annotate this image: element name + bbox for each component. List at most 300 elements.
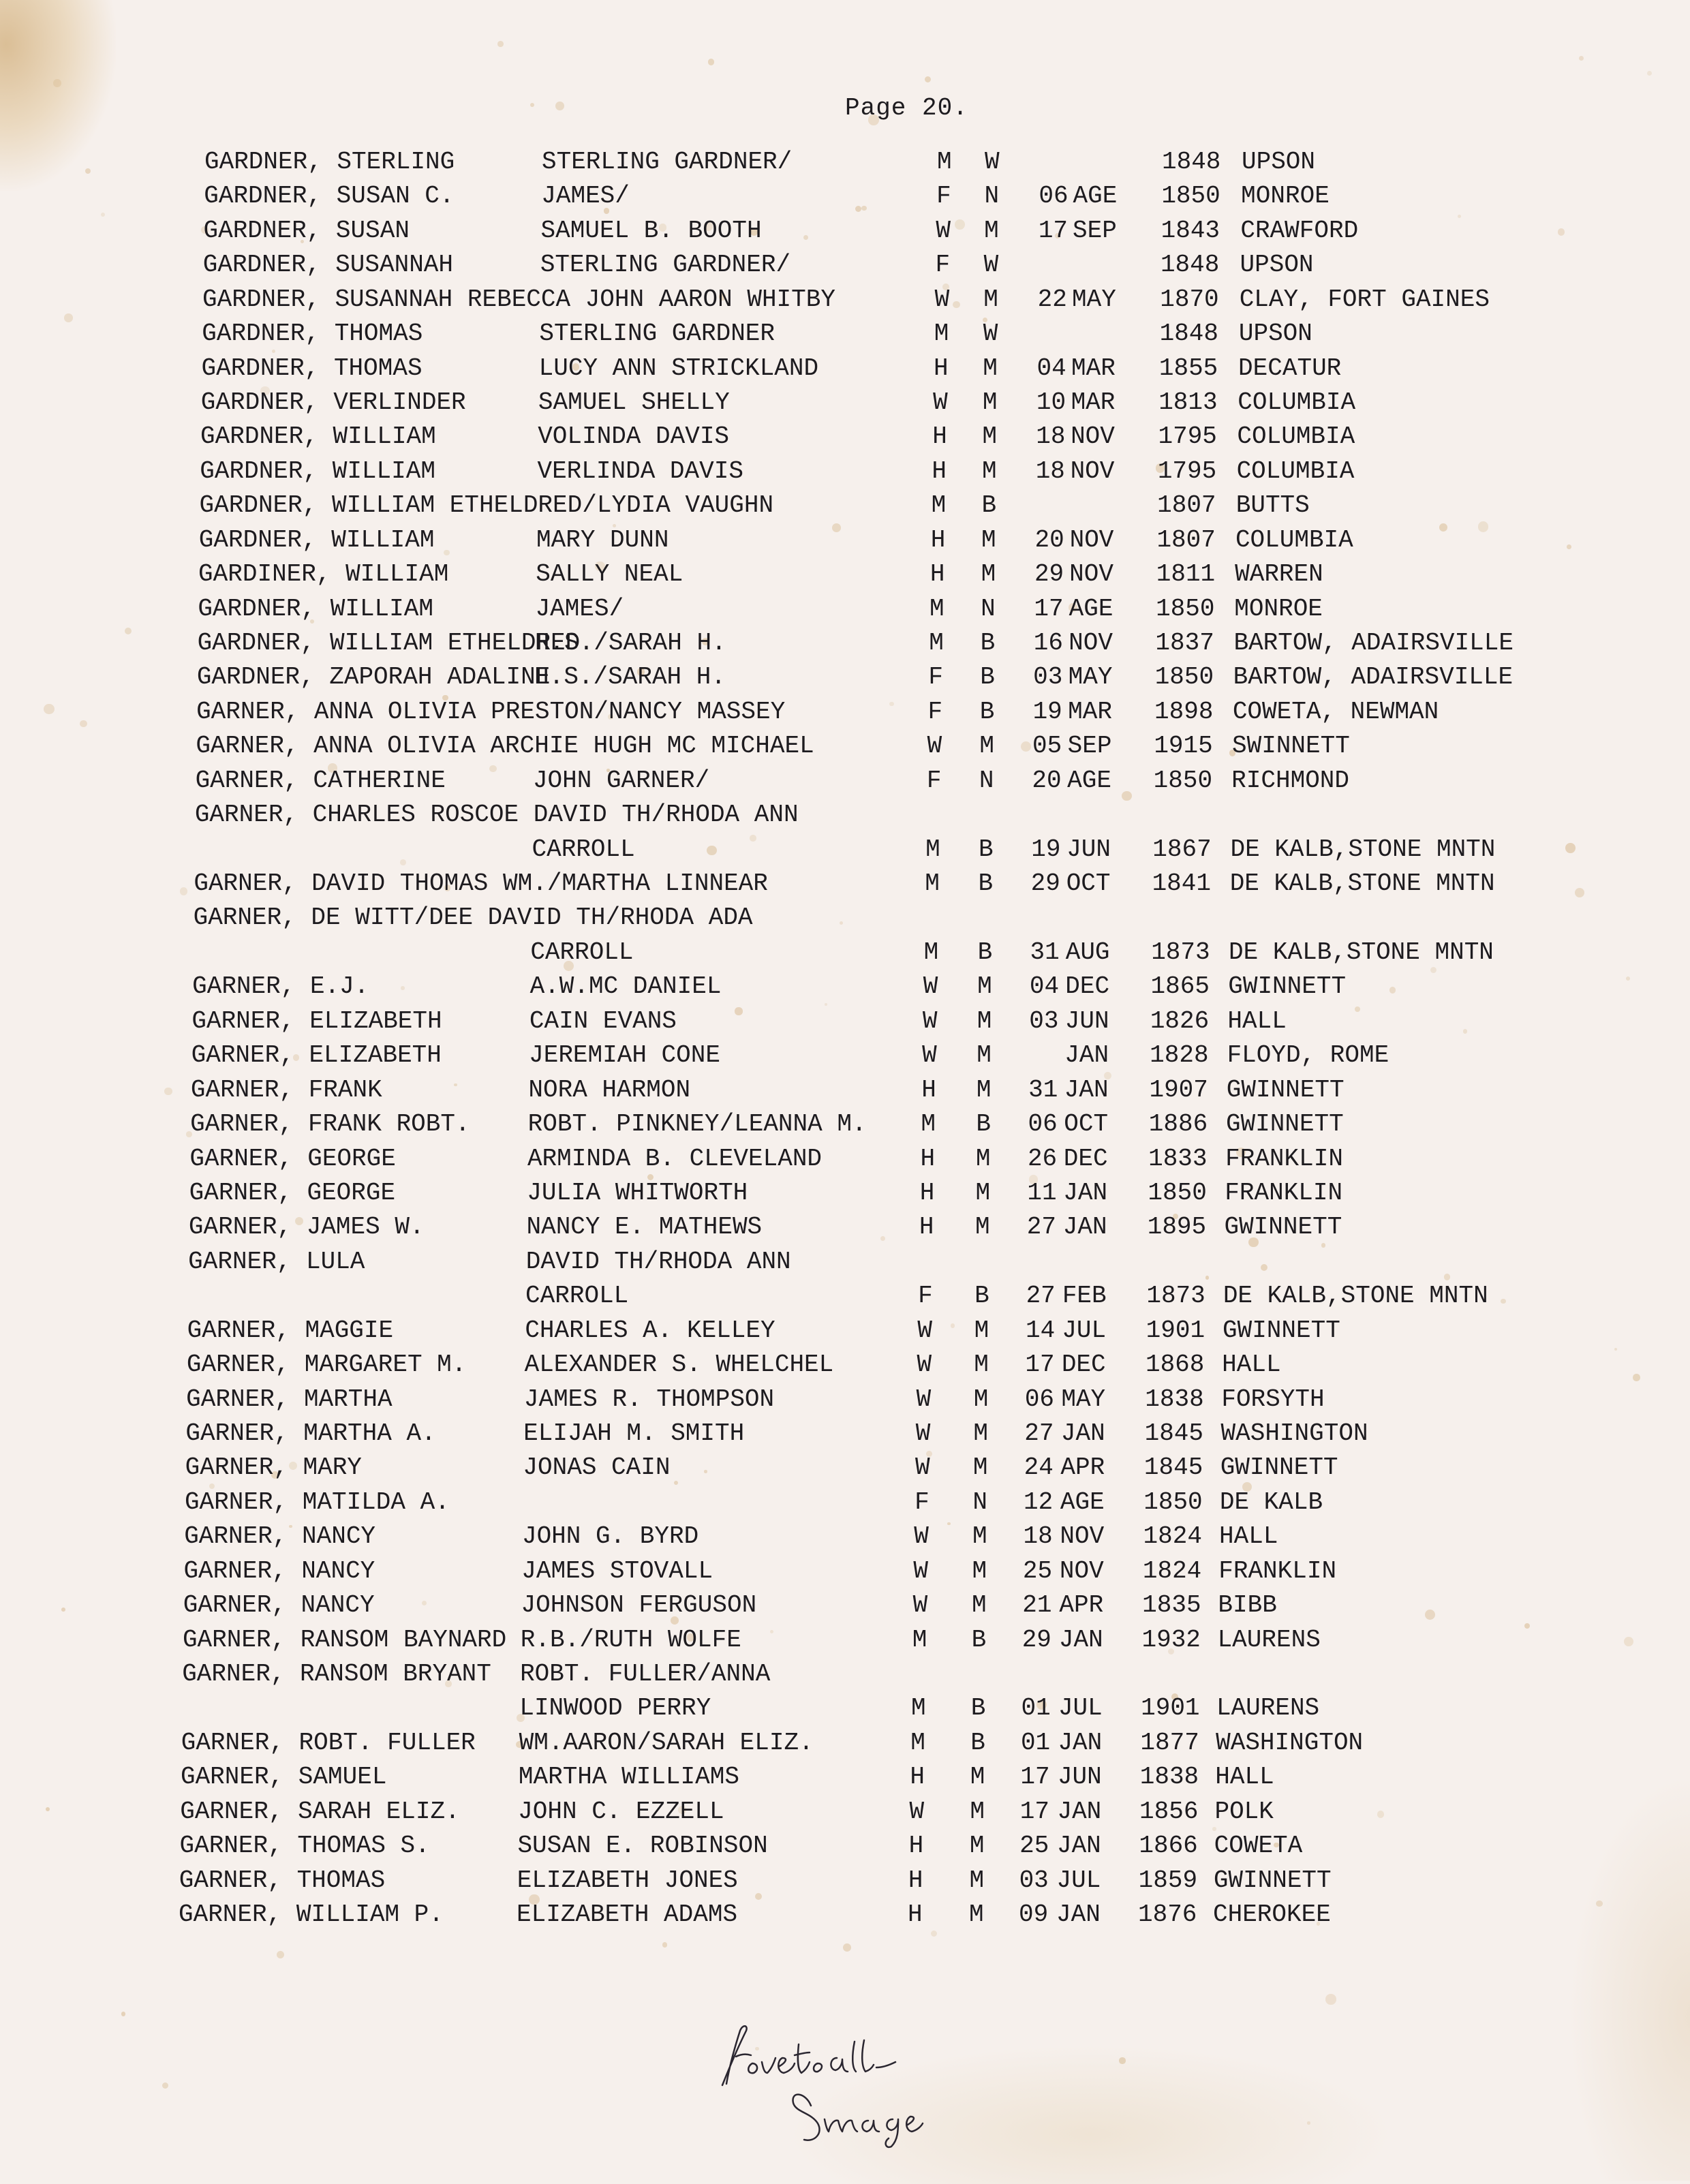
- entry-spouse-or-parents: A.W.MC DANIEL: [529, 972, 722, 1001]
- record-row: [0, 1486, 1690, 1520]
- entry-day: 09: [1019, 1901, 1049, 1928]
- entry-name: GARNER, MARTHA A.: [185, 1419, 436, 1447]
- entry-relation-code: H: [919, 1178, 935, 1207]
- entry-place: GWINNETT: [1226, 1075, 1345, 1104]
- entry-relation-code: M: [931, 491, 947, 520]
- entry-relation-code: M: [937, 148, 952, 176]
- entry-record-type: W: [983, 320, 998, 348]
- entry-year: 1907: [1149, 1075, 1208, 1104]
- entry-relation-code: M: [923, 938, 939, 966]
- entry-place: DE KALB: [1219, 1488, 1323, 1516]
- entry-day: 22: [1037, 285, 1067, 313]
- entry-name: GARNER, FRANK: [190, 1075, 382, 1104]
- entry-month: JAN: [1063, 1178, 1108, 1207]
- entry-month: DEC: [1065, 972, 1110, 1001]
- entry-record-type: B: [980, 629, 996, 658]
- entry-place: FLOYD, ROME: [1227, 1041, 1389, 1070]
- record-row: [0, 1073, 1690, 1107]
- entry-place: MONROE: [1241, 182, 1330, 211]
- entry-record-type: M: [984, 216, 999, 245]
- entry-year: 1850: [1161, 182, 1220, 211]
- entry-day: 19: [1032, 697, 1062, 726]
- entry-spouse-or-parents: JAMES STOVALL: [521, 1556, 713, 1585]
- entry-spouse-or-parents: JAMES/: [541, 182, 630, 211]
- entry-name: GARNER, GEORGE: [189, 1144, 396, 1173]
- entry-name: GARNER, NANCY: [184, 1522, 376, 1551]
- entry-month: AGE: [1060, 1488, 1105, 1516]
- entry-place: CHEROKEE: [1213, 1901, 1331, 1928]
- entry-year: 1850: [1156, 594, 1215, 623]
- entry-spouse-or-parents: STERLING GARDNER/: [540, 251, 791, 279]
- foxing-spot: [1307, 2121, 1310, 2125]
- entry-spouse-or-parents: JEREMIAH CONE: [529, 1041, 720, 1070]
- entry-record-type: N: [972, 1488, 988, 1516]
- entry-month: JAN: [1060, 1419, 1105, 1447]
- entry-month: JAN: [1064, 1075, 1109, 1104]
- entry-record-type: B: [980, 663, 995, 692]
- entry-record-type: M: [972, 1454, 988, 1482]
- entry-day: 17: [1020, 1763, 1050, 1791]
- entry-year: 1828: [1150, 1041, 1209, 1070]
- entry-relation-code: W: [912, 1591, 928, 1620]
- entry-record-type: B: [979, 697, 995, 726]
- entry-day: 20: [1032, 766, 1062, 795]
- entry-name: GARNER, ROBT. FULLER: [181, 1728, 476, 1757]
- entry-year: 1848: [1159, 320, 1218, 348]
- entry-place: LAURENS: [1216, 1694, 1320, 1723]
- entry-record-type: N: [981, 594, 996, 623]
- entry-month: MAR: [1068, 697, 1112, 726]
- entry-place: SWINNETT: [1232, 732, 1350, 760]
- record-row: [0, 970, 1690, 1004]
- entry-spouse-or-parents: H.S./SARAH H.: [534, 629, 726, 658]
- entry-record-type: N: [979, 766, 994, 795]
- entry-name: GARDNER, VERLINDER: [200, 388, 466, 417]
- entry-year: 1795: [1158, 422, 1217, 451]
- entry-spouse-or-parents: SAMUEL SHELLY: [538, 388, 730, 417]
- entry-place: GWINNETT: [1213, 1866, 1332, 1894]
- entry-day: 04: [1036, 354, 1066, 382]
- entry-day: 14: [1026, 1316, 1056, 1344]
- page-number: Page 20.: [845, 94, 968, 122]
- entry-month: JAN: [1056, 1832, 1101, 1860]
- entry-month: DEC: [1063, 1144, 1108, 1173]
- entry-relation-code: W: [922, 1006, 938, 1035]
- entry-place: CRAWFORD: [1240, 216, 1359, 245]
- entry-name: GARDNER, THOMAS: [201, 354, 422, 382]
- entry-spouse-or-parents: JAMES R. THOMPSON: [523, 1385, 775, 1413]
- entry-record-type: M: [981, 525, 996, 554]
- entry-spouse-or-parents: CAIN EVANS: [529, 1006, 677, 1035]
- entry-day: 25: [1019, 1832, 1049, 1860]
- entry-relation-code: W: [927, 732, 942, 760]
- entry-year: 1835: [1142, 1591, 1201, 1620]
- entry-year: 1850: [1154, 663, 1214, 692]
- entry-month: OCT: [1064, 1110, 1109, 1139]
- entry-relation-code: M: [912, 1625, 927, 1654]
- record-row: [0, 1829, 1690, 1863]
- entry-spouse-or-parents: ROBT. PINKNEY/LEANNA M.: [527, 1110, 867, 1139]
- entry-month: JAN: [1058, 1728, 1103, 1757]
- entry-year: 1826: [1150, 1006, 1210, 1035]
- entry-place: WASHINGTON: [1216, 1728, 1364, 1757]
- entry-year: 1848: [1162, 148, 1221, 176]
- entry-day: 17: [1019, 1797, 1049, 1826]
- record-row: [0, 1898, 1690, 1932]
- entry-year: 1873: [1151, 938, 1210, 966]
- entry-spouse-or-parents: STERLING GARDNER/: [542, 148, 793, 176]
- entry-name: GARNER, GEORGE: [189, 1178, 396, 1207]
- entry-record-type: W: [983, 251, 999, 279]
- entry-record-type: M: [969, 1901, 984, 1928]
- entry-year: 1843: [1161, 216, 1220, 245]
- record-row: [0, 1176, 1690, 1210]
- entry-day: 06: [1024, 1385, 1055, 1413]
- entry-day: 20: [1034, 525, 1064, 554]
- entry-relation-code: F: [928, 663, 943, 692]
- record-row: [0, 1795, 1690, 1829]
- entry-spouse-or-parents: ALEXANDER S. WHELCHEL: [524, 1351, 834, 1379]
- entry-spouse-or-parents: CARROLL: [525, 1282, 629, 1310]
- entry-year: 1813: [1158, 388, 1218, 417]
- entry-spouse-or-parents: CARROLL: [532, 835, 635, 863]
- entry-record-type: M: [979, 732, 994, 760]
- entry-name: GARDNER, WILLIAM ETHELDRED: [197, 629, 581, 658]
- entry-day: 03: [1033, 663, 1063, 692]
- record-row: [0, 489, 1690, 523]
- record-row: [0, 557, 1690, 591]
- entry-name: GARNER, FRANK ROBT.: [190, 1110, 470, 1139]
- entry-spouse-or-parents: SALLY NEAL: [536, 560, 683, 589]
- entry-record-type: B: [970, 1728, 985, 1757]
- entry-record-type: M: [973, 1385, 989, 1413]
- entry-day: 27: [1026, 1213, 1056, 1242]
- entry-name: GARNER, THOMAS: [179, 1866, 386, 1894]
- entry-name: GARNER, CATHERINE: [195, 766, 446, 795]
- entry-relation-code: H: [919, 1213, 934, 1242]
- entry-year: 1856: [1139, 1797, 1199, 1826]
- entry-name: GARNER, RANSOM BRYANT: [182, 1659, 491, 1688]
- entry-spouse-or-parents: STERLING GARDNER: [539, 320, 775, 348]
- entry-name: GARDNER, SUSANNAH: [202, 251, 454, 279]
- entry-place: HALL: [1222, 1351, 1281, 1379]
- entry-relation-code: M: [925, 835, 940, 863]
- entry-relation-code: W: [934, 285, 950, 313]
- record-row: [0, 1657, 1690, 1691]
- entry-relation-code: M: [929, 594, 944, 623]
- entry-relation-code: W: [915, 1454, 930, 1482]
- record-row: [0, 248, 1690, 282]
- entry-name: GARNER, MARGARET M.: [186, 1351, 467, 1379]
- entry-day: 18: [1023, 1522, 1053, 1551]
- entry-day: 03: [1019, 1866, 1049, 1894]
- entry-spouse-or-parents: JOHN GARNER/: [532, 766, 710, 795]
- record-row: [0, 1554, 1690, 1588]
- entry-record-type: M: [975, 1213, 990, 1242]
- record-row: [0, 901, 1690, 935]
- entry-year: 1877: [1140, 1728, 1199, 1757]
- entry-place: CLAY, FORT GAINES: [1239, 285, 1490, 313]
- entry-relation-code: W: [917, 1316, 932, 1344]
- entry-day: 12: [1024, 1488, 1054, 1516]
- record-row: [0, 1588, 1690, 1622]
- entry-name: GARNER, E.J.: [192, 972, 369, 1001]
- entry-month: APR: [1060, 1454, 1105, 1482]
- entry-month: AGE: [1069, 594, 1113, 623]
- entry-record-type: B: [971, 1625, 987, 1654]
- entry-spouse-or-parents: CHARLES A. KELLEY: [525, 1316, 775, 1344]
- entry-year: 1873: [1146, 1282, 1205, 1310]
- record-row: [0, 695, 1690, 729]
- record-row: [0, 455, 1690, 489]
- entry-spouse-or-parents: ELIZABETH JONES: [517, 1866, 738, 1894]
- record-row: [0, 1348, 1690, 1382]
- entry-place: GWINNETT: [1223, 1316, 1340, 1344]
- entry-spouse-or-parents: VERLINDA DAVIS: [537, 457, 743, 485]
- entry-month: NOV: [1060, 1522, 1105, 1551]
- entry-relation-code: F: [936, 182, 951, 211]
- entry-name: GARNER, WILLIAM P.: [179, 1901, 444, 1928]
- entry-day: 25: [1022, 1556, 1053, 1585]
- entry-spouse-or-parents: JOHN G. BYRD: [521, 1522, 699, 1551]
- record-row: [0, 1279, 1690, 1313]
- entry-month: NOV: [1059, 1556, 1104, 1585]
- entry-place: COWETA: [1214, 1832, 1303, 1860]
- record-row: [0, 1039, 1690, 1073]
- entry-day: 29: [1021, 1625, 1051, 1654]
- record-row: [0, 798, 1690, 832]
- entry-record-type: M: [969, 1832, 985, 1860]
- entry-record-type: B: [976, 1110, 991, 1139]
- entry-record-type: M: [983, 354, 998, 382]
- entry-spouse-or-parents: SUSAN E. ROBINSON: [517, 1832, 768, 1860]
- entry-name: GARNER, LULA: [188, 1247, 365, 1276]
- entry-day: 29: [1030, 870, 1060, 898]
- entry-year: 1865: [1150, 972, 1210, 1001]
- entry-name: GARDNER, ZAPORAH ADALINE: [196, 663, 551, 692]
- entry-place: FRANKLIN: [1225, 1144, 1343, 1173]
- entry-relation-code: F: [935, 251, 951, 279]
- entry-month: AGE: [1073, 182, 1118, 211]
- entry-relation-code: W: [917, 1351, 932, 1379]
- entry-relation-code: F: [926, 766, 942, 795]
- entry-name: GARNER, SARAH ELIZ.: [180, 1797, 460, 1826]
- entry-year: 1838: [1139, 1763, 1199, 1791]
- entry-name: GARNER, THOMAS S.: [179, 1832, 430, 1860]
- record-row: [0, 523, 1690, 557]
- entry-spouse-or-parents: VOLINDA DAVIS: [538, 422, 730, 451]
- record-row: [0, 1760, 1690, 1794]
- entry-place: FRANKLIN: [1218, 1556, 1337, 1585]
- entry-place: DECATUR: [1238, 354, 1342, 382]
- entry-place: HALL: [1219, 1522, 1278, 1551]
- entry-record-type: B: [974, 1282, 989, 1310]
- entry-day: 26: [1027, 1144, 1058, 1173]
- entry-place: HALL: [1227, 1006, 1287, 1035]
- entry-month: NOV: [1069, 525, 1114, 554]
- entry-name: GARDNER, WILLIAM: [200, 422, 436, 451]
- entry-name: GARNER, ANNA OLIVIA PRESTON/NANCY MASSEY: [196, 697, 786, 726]
- entry-month: MAR: [1071, 388, 1116, 417]
- entry-record-type: M: [977, 972, 992, 1001]
- entry-year: 1915: [1154, 732, 1213, 760]
- entry-record-type: M: [969, 1866, 985, 1894]
- entry-place: FRANKLIN: [1225, 1178, 1343, 1207]
- entry-day: 27: [1026, 1282, 1056, 1310]
- entry-spouse-or-parents: WM.AARON/SARAH ELIZ.: [519, 1728, 814, 1757]
- record-row: [0, 936, 1690, 970]
- foxing-spot: [1119, 2057, 1125, 2063]
- entry-month: DEC: [1061, 1351, 1106, 1379]
- record-row: [0, 420, 1690, 454]
- record-row: [0, 145, 1690, 179]
- entry-place: COLUMBIA: [1238, 388, 1356, 417]
- entry-year: 1795: [1157, 457, 1217, 485]
- entry-record-type: M: [972, 1522, 987, 1551]
- entry-spouse-or-parents: JAMES/: [535, 594, 624, 623]
- record-row: [0, 660, 1690, 694]
- entry-relation-code: H: [930, 525, 946, 554]
- entry-spouse-or-parents: JONAS CAIN: [523, 1454, 671, 1482]
- entry-spouse-or-parents: LINWOOD PERRY: [519, 1694, 711, 1723]
- entry-place: LAURENS: [1217, 1625, 1321, 1654]
- entry-month: NOV: [1070, 457, 1115, 485]
- entry-day: 29: [1034, 560, 1064, 589]
- entry-relation-code: H: [932, 422, 947, 451]
- record-row: [0, 592, 1690, 626]
- entry-relation-code: W: [913, 1556, 929, 1585]
- entry-place: BUTTS: [1235, 491, 1310, 520]
- entry-month: JUN: [1057, 1763, 1102, 1791]
- entry-month: JAN: [1056, 1901, 1101, 1928]
- handwritten-signature: [709, 2003, 995, 2153]
- entry-month: NOV: [1071, 422, 1115, 451]
- entry-spouse-or-parents: JOHN C. EZZELL: [518, 1797, 724, 1826]
- entry-spouse-or-parents: JULIA WHITWORTH: [527, 1178, 748, 1207]
- entry-year: 1841: [1152, 870, 1211, 898]
- entry-relation-code: W: [909, 1797, 925, 1826]
- entry-name: GARNER, MATILDA A.: [184, 1488, 450, 1516]
- entry-record-type: M: [972, 1591, 987, 1620]
- entry-spouse-or-parents: NANCY E. MATHEWS: [526, 1213, 763, 1242]
- record-row: [0, 1623, 1690, 1657]
- entry-relation-code: W: [922, 1041, 937, 1070]
- entry-place: MONROE: [1234, 594, 1323, 623]
- entry-place: HALL: [1215, 1763, 1274, 1791]
- entry-day: 01: [1020, 1728, 1051, 1757]
- entry-record-type: M: [970, 1763, 985, 1791]
- entry-spouse-or-parents: NORA HARMON: [528, 1075, 691, 1104]
- entry-name: GARDNER, THOMAS: [202, 320, 423, 348]
- entry-place: DE KALB,STONE MNTN: [1229, 938, 1494, 966]
- entry-place: UPSON: [1240, 251, 1314, 279]
- entry-year: 1833: [1148, 1144, 1208, 1173]
- entry-year: 1901: [1141, 1694, 1200, 1723]
- entry-relation-code: M: [910, 1728, 925, 1757]
- entry-year: 1850: [1153, 766, 1213, 795]
- foxing-spot: [162, 2082, 168, 2089]
- entry-name: GARDNER, WILLIAM ETHELDRED/LYDIA VAUGHN: [199, 491, 774, 520]
- entry-year: 1876: [1138, 1901, 1197, 1928]
- entry-spouse-or-parents: LUCY ANN STRICKLAND: [538, 354, 819, 382]
- record-row: [0, 867, 1690, 901]
- entry-relation-code: F: [918, 1282, 933, 1310]
- entry-month: APR: [1059, 1591, 1104, 1620]
- entry-record-type: M: [975, 1178, 991, 1207]
- entry-month: NOV: [1069, 560, 1113, 589]
- entry-name: GARDINER, WILLIAM: [198, 560, 449, 589]
- entry-year: 1811: [1156, 560, 1216, 589]
- record-row: [0, 317, 1690, 351]
- record-row: [0, 1417, 1690, 1451]
- entry-name: GARNER, ELIZABETH: [191, 1006, 442, 1035]
- entry-year: 1895: [1147, 1213, 1207, 1242]
- entry-relation-code: H: [908, 1832, 924, 1860]
- entry-spouse-or-parents: ROBT. FULLER/ANNA: [520, 1659, 771, 1688]
- entry-month: JAN: [1057, 1797, 1102, 1826]
- record-row: [0, 833, 1690, 867]
- entry-year: 1838: [1145, 1385, 1204, 1413]
- entry-year: 1850: [1148, 1178, 1207, 1207]
- entry-day: 31: [1028, 1075, 1058, 1104]
- entry-spouse-or-parents: ARMINDA B. CLEVELAND: [527, 1144, 823, 1173]
- entry-year: 1807: [1156, 525, 1216, 554]
- record-row: [0, 764, 1690, 798]
- entry-name: GARNER, MARY: [185, 1454, 362, 1482]
- entry-record-type: M: [982, 388, 998, 417]
- entry-month: JUL: [1058, 1694, 1103, 1723]
- entry-place: COLUMBIA: [1237, 422, 1355, 451]
- entry-record-type: M: [977, 1006, 992, 1035]
- entry-name: GARDNER, SUSAN C.: [204, 182, 455, 211]
- entry-spouse-or-parents: R.B./RUTH WOLFE: [520, 1625, 741, 1654]
- entry-spouse-or-parents: JOHNSON FERGUSON: [521, 1591, 757, 1620]
- entry-place: BARTOW, ADAIRSVILLE: [1233, 663, 1514, 692]
- entry-name: GARDNER, SUSAN: [203, 216, 410, 245]
- entry-place: COLUMBIA: [1236, 457, 1355, 485]
- entry-month: AGE: [1067, 766, 1111, 795]
- entry-record-type: M: [976, 1075, 992, 1104]
- entry-month: OCT: [1066, 870, 1111, 898]
- entry-record-type: M: [983, 285, 998, 313]
- entry-place: GWINNETT: [1220, 1454, 1338, 1482]
- entry-spouse-or-parents: H.S./SARAH H.: [534, 663, 726, 692]
- entry-name: GARNER, ANNA OLIVIA ARCHIE HUGH MC MICHAEL: [196, 732, 814, 760]
- entry-day: 01: [1021, 1694, 1051, 1723]
- record-row: [0, 1383, 1690, 1417]
- entry-day: 27: [1024, 1419, 1054, 1447]
- entry-name: GARNER, MAGGIE: [187, 1316, 394, 1344]
- record-row: [0, 1314, 1690, 1348]
- entry-day: 24: [1024, 1454, 1054, 1482]
- entry-relation-code: M: [911, 1694, 926, 1723]
- entry-relation-code: M: [929, 629, 944, 658]
- entry-month: NOV: [1069, 629, 1113, 658]
- entry-name: GARNER, SAMUEL: [180, 1763, 387, 1791]
- entry-year: 1845: [1144, 1419, 1204, 1447]
- entry-name: GARDNER, SUSANNAH REBECCA JOHN AARON WHITBY: [202, 285, 835, 313]
- entry-day: 17: [1034, 594, 1064, 623]
- entry-place: DE KALB,STONE MNTN: [1223, 1282, 1488, 1310]
- entry-place: DE KALB,STONE MNTN: [1229, 870, 1495, 898]
- entry-year: 1901: [1146, 1316, 1205, 1344]
- entry-day: 18: [1035, 457, 1065, 485]
- entry-place: FORSYTH: [1221, 1385, 1325, 1413]
- entry-year: 1866: [1139, 1832, 1198, 1860]
- record-row: [0, 1210, 1690, 1244]
- record-row: [0, 1451, 1690, 1485]
- entry-place: RICHMOND: [1231, 766, 1349, 795]
